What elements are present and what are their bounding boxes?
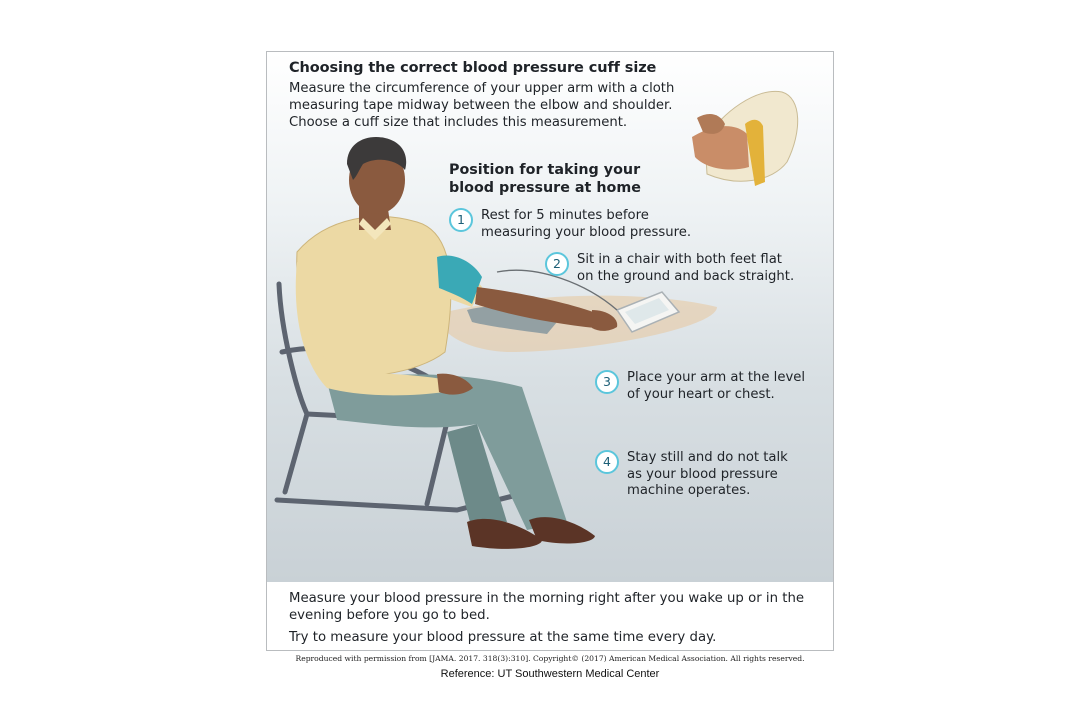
step-line: of your heart or chest.	[627, 386, 775, 402]
step-line: Rest for 5 minutes before	[481, 208, 649, 223]
step-number-badge: 3	[595, 370, 619, 394]
step-line: measuring your blood pressure.	[481, 224, 692, 240]
position-title-line: blood pressure at home	[449, 180, 641, 196]
timing-advice	[289, 590, 819, 651]
step-number-badge: 2	[545, 252, 569, 276]
illustration-scene	[267, 52, 833, 582]
step-text	[627, 450, 788, 500]
step-3	[595, 370, 805, 403]
reference-credit: Reference: UT Southwestern Medical Center	[440, 668, 660, 680]
permission-notice: Reproduced with permission from [JAMA. 2017. 318(3):310]. Copyright© (2017) American Medical Association. All rights reserved.	[295, 654, 805, 663]
timing-advice-line: Measure your blood pressure in the morning right after you wake up or in the evening before you go to bed.	[289, 591, 805, 623]
step-line: machine operates.	[627, 483, 751, 498]
illustration-svg	[267, 52, 833, 582]
step-4	[595, 450, 788, 500]
step-line: Stay still and do not talk	[627, 450, 788, 465]
position-title	[449, 161, 641, 197]
step-text	[577, 252, 794, 285]
step-line: Place your arm at the level	[627, 370, 806, 385]
cuff-size-instructions	[289, 80, 709, 131]
step-2	[545, 252, 794, 285]
position-title-line: Position for taking your	[449, 162, 641, 178]
step-number-badge: 4	[595, 450, 619, 474]
infographic-card	[266, 51, 834, 651]
step-text	[627, 370, 805, 403]
intro-line: measuring tape midway between the elbow and shoulder.	[289, 98, 673, 113]
step-line: on the ground and back straight.	[577, 268, 795, 284]
step-line: Sit in a chair with both feet flat	[577, 252, 782, 267]
cuff-size-title: Choosing the correct blood pressure cuff size	[289, 60, 657, 76]
step-text	[481, 208, 691, 241]
step-number-badge: 1	[449, 208, 473, 232]
intro-line: Measure the circumference of your upper arm with a cloth	[289, 81, 675, 96]
intro-line: Choose a cuff size that includes this measurement.	[289, 115, 628, 130]
step-line: as your blood pressure	[627, 466, 778, 482]
timing-advice-line: Try to measure your blood pressure at the same time every day.	[289, 630, 717, 645]
step-1	[449, 208, 691, 241]
